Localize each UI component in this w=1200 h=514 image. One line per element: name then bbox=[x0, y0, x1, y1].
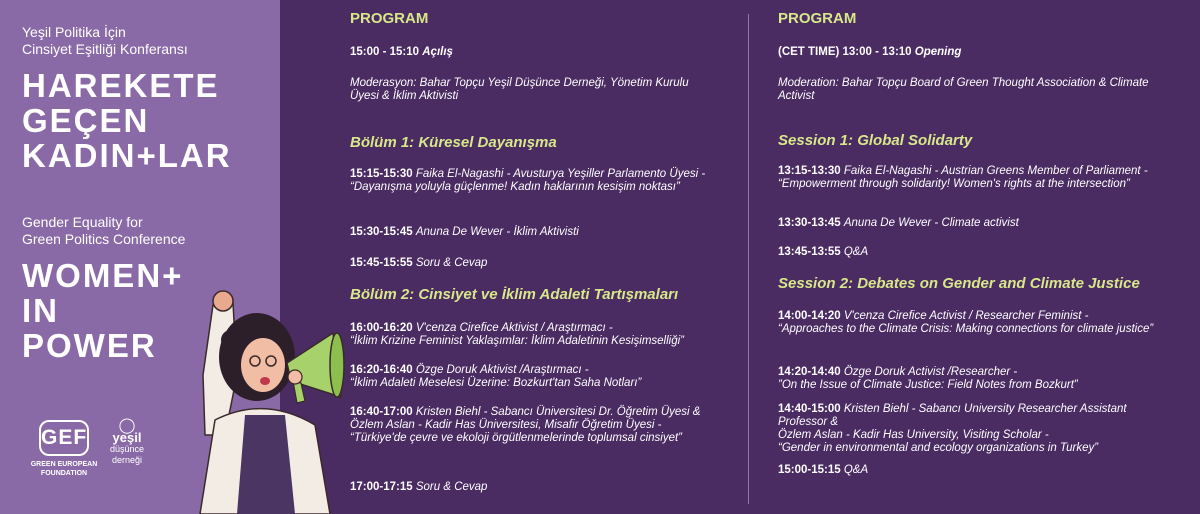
moderation-tr: Moderasyon: Bahar Topçu Yeşil Düşünce Derneği, Yönetim Kurulu Üyesi & İklim Aktivisti bbox=[350, 77, 689, 102]
agenda-item: 14:00-14:20 V'cenza Cirefice Activist / Researcher Feminist - “Approaches to the Climate Crisis: Making connections for climate justice” bbox=[778, 310, 1154, 335]
agenda-item: 15:30-15:45 Anuna De Wever - İklim Aktivisti bbox=[350, 226, 579, 238]
headline-en: WOMEN+ IN POWER bbox=[22, 257, 184, 364]
agenda-item: 16:00-16:20 V'cenza Cirefice Aktivist / Araştırmacı - “İklim Krizine Feminist Yaklaşımlar: İklim Adaletinin Kesişimselliği” bbox=[350, 322, 685, 347]
moderation-en: Moderation: Bahar Topçu Board of Green Thought Association & Climate Activist bbox=[778, 77, 1149, 102]
agenda-item: 13:45-13:55 Q&A bbox=[778, 246, 869, 258]
agenda-item: 14:20-14:40 Özge Doruk Activist /Researcher - ”On the Issue of Climate Justice: Field Notes from Bozkurt” bbox=[778, 366, 1078, 391]
opening-tr: 15:00 - 15:10 Açılış bbox=[350, 46, 453, 58]
agenda-item: 16:20-16:40 Özge Doruk Aktivist /Araştırmacı - “İklim Adaleti Meselesi Üzerine: Bozkurt'tan Saha Notları” bbox=[350, 364, 642, 389]
agenda-item: 13:15-13:30 Faika El-Nagashi - Austrian Greens Member of Parliament - “Empowerment through solidarity! Women's rights at the intersection” bbox=[778, 165, 1148, 190]
agenda-item: 15:00-15:15 Q&A bbox=[778, 464, 869, 476]
agenda-item: 17:00-17:15 Soru & Cevap bbox=[350, 481, 488, 493]
opening-en: (CET TIME) 13:00 - 13:10 Opening bbox=[778, 46, 962, 58]
conference-title-en: Gender Equality for Green Politics Conference bbox=[22, 214, 186, 247]
agenda-item: 16:40-17:00 Kristen Biehl - Sabancı Üniversitesi Dr. Öğretim Üyesi & Özlem Aslan - Kadir Has Üniversitesi, Misafir Öğretim Üyesi - “Türkiye'de çevre ve ekoloji örgütlenmelerinde toplumsal cinsiyet” bbox=[350, 406, 701, 444]
yesil-dusunce-logo: ◯ yeşil düşünce derneği bbox=[104, 420, 150, 466]
speech-bubble-icon: ◯ bbox=[118, 417, 136, 434]
session1-heading-en: Session 1: Global Solidarty bbox=[778, 132, 973, 149]
agenda-item: 14:40-15:00 Kristen Biehl - Sabancı University Researcher Assistant Professor & Özlem Aslan - Kadir Has University, Visiting Scholar - “Gender in environmental and ecology organizations in Turkey” bbox=[778, 403, 1127, 454]
session2-heading-tr: Bölüm 2: Cinsiyet ve İklim Adaleti Tartışmaları bbox=[350, 286, 679, 303]
headline-tr: HAREKETE GEÇEN KADIN+LAR bbox=[22, 67, 232, 174]
program-heading-tr: PROGRAM bbox=[350, 10, 429, 27]
gef-logo: GEF GREEN EUROPEAN FOUNDATION bbox=[26, 420, 102, 478]
agenda-item: 13:30-13:45 Anuna De Wever - Climate activist bbox=[778, 217, 1019, 229]
woman-megaphone-illustration bbox=[155, 285, 355, 514]
session1-heading-tr: Bölüm 1: Küresel Dayanışma bbox=[350, 134, 557, 151]
agenda-item: 15:15-15:30 Faika El-Nagashi - Avusturya Yeşiller Parlamento Üyesi - “Dayanışma yoluyla güçlenme! Kadın haklarının kesişim noktası” bbox=[350, 168, 706, 193]
session2-heading-en: Session 2: Debates on Gender and Climate Justice bbox=[778, 275, 1140, 292]
column-divider bbox=[748, 14, 749, 504]
agenda-item: 15:45-15:55 Soru & Cevap bbox=[350, 257, 488, 269]
conference-title-tr: Yeşil Politika İçin Cinsiyet Eşitliği Konferansı bbox=[22, 24, 188, 57]
program-heading-en: PROGRAM bbox=[778, 10, 857, 27]
